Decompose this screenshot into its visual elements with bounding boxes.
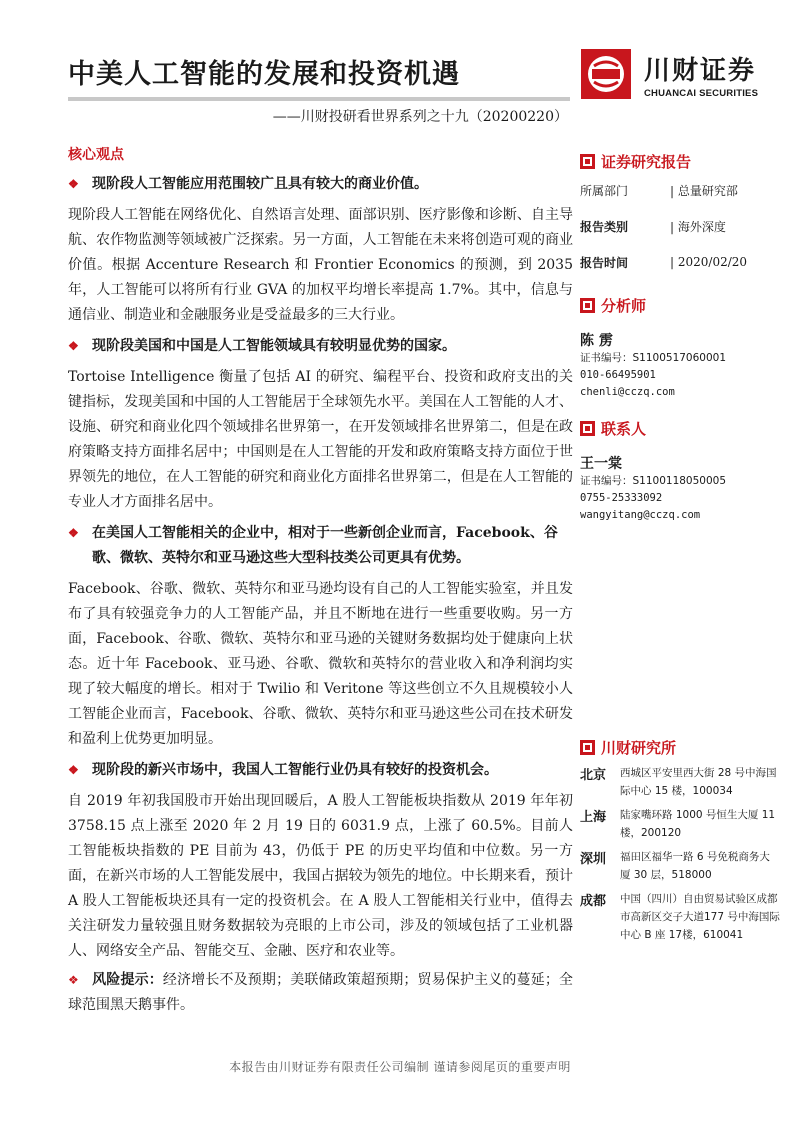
- address-item: [580, 890, 780, 944]
- point-body: Facebook、谷歌、微软、英特尔和亚马逊均设有自己的人工智能实验室，并且发布了具有较强竞争力的人工智能产品，并且不断地在进行一些重要收购。另一方面，Facebook、谷歌、微软、英特尔和亚马逊的关键财务数据均处于健康向上状态。近十年 Facebook、亚马逊、谷歌、微软和英特尔的营业收入和净利润均实现了较大幅度的增长。相对于 Twilio 和 Veritone 等这些创立不久且规模较小人工智能企业而言，Facebook、谷歌、微软、英特尔和亚马逊这些公司在技术研发和盈利上优势更加明显。: [68, 581, 573, 747]
- core-views: [68, 144, 573, 1022]
- address-text: 福田区福华一路 6 号免税商务大厦 30 层，518000: [620, 851, 770, 881]
- point-heading-text: 现阶段的新兴市场中，我国人工智能行业仍具有较好的投资机会。: [92, 762, 498, 778]
- address-city: 上海: [580, 810, 607, 825]
- info-row: [580, 244, 780, 280]
- address-text: 陆家嘴环路 1000 号恒生大厦 11 楼，200120: [620, 809, 776, 839]
- contact-email[interactable]: wangyitang@cczq.com: [580, 509, 701, 521]
- address-item: [580, 764, 780, 800]
- info-value: | 总量研究部: [670, 183, 738, 198]
- contact-phone: 0755-25333092: [580, 492, 663, 504]
- point-heading-text: 现阶段人工智能应用范围较广且具有较大的商业价值。: [92, 176, 428, 192]
- section-square-icon: [580, 740, 595, 755]
- info-key: 报告类别: [580, 219, 629, 234]
- info-value: | 2020/02/20: [670, 255, 748, 269]
- institute-heading: [580, 736, 780, 758]
- address-city: 深圳: [580, 852, 607, 867]
- info-row: [580, 172, 780, 208]
- logo-text-en: CHUANCAI SECURITIES: [644, 88, 759, 99]
- sidebar: [580, 150, 780, 944]
- institute-heading-text: 川财研究所: [601, 738, 677, 757]
- address-city: 成都: [580, 894, 607, 909]
- info-row: [580, 208, 780, 244]
- address-item: [580, 806, 780, 842]
- section-square-icon: [580, 421, 595, 436]
- point-body: 自 2019 年初我国股市开始出现回暖后，A 股人工智能板块指数从 2019 年年初3758.15 点上涨至 2020 年 2 月 19 日的 6031.9 点，上涨了 60.5%。目前人工智能板块指数的 PE 目前为 43，仍低于 PE 的历史平均值和中位数。另一方面，在新兴市场的人工智能发展中，我国占据较为领先的地位。中长期来看，预计A 股人工智能板块还具有一定的投资机会。在 A 股人工智能相关行业中，值得去关注研发力量较强且财务数据较为亮眼的上市公司，涉及的领域包括了工业机器人、网络安全产品、智能交互、金融、医疗和农业等。: [68, 793, 573, 959]
- point-heading-text: 现阶段美国和中国是人工智能领域具有较明显优势的国家。: [92, 338, 456, 354]
- diamond-bullet-icon: ❖: [68, 526, 79, 540]
- contact-heading-text: 联系人: [601, 419, 647, 438]
- point-heading: [68, 758, 573, 783]
- risk-warning: [68, 968, 573, 1018]
- address-city: 北京: [580, 768, 607, 783]
- contact-name: 王一棠: [580, 456, 622, 472]
- diamond-bullet-icon: ❖: [68, 339, 79, 353]
- point-heading: [68, 521, 573, 571]
- analyst-cert: 证书编号：S1100517060001: [580, 352, 727, 364]
- report-info-heading: [580, 150, 780, 172]
- risk-text: 经济增长不及预期；美联储政策超预期；贸易保护主义的蔓延；全球范围黑天鹅事件。: [68, 972, 574, 1013]
- section-square-icon: [580, 298, 595, 313]
- contact-heading: [580, 417, 780, 439]
- info-key: 报告时间: [580, 255, 629, 270]
- analyst-name: 陈 雳: [580, 333, 613, 349]
- core-views-label: 核心观点: [68, 147, 124, 163]
- diamond-bullet-icon: ❖: [68, 763, 79, 777]
- contact-cert: 证书编号：S1100118050005: [580, 475, 727, 487]
- analyst-phone: 010-66495901: [580, 369, 656, 381]
- diamond-bullet-icon: ❖: [68, 177, 79, 191]
- point-heading: [68, 334, 573, 359]
- analyst-heading: [580, 294, 780, 316]
- logo-text-cn: 川财证券: [644, 56, 757, 86]
- point-heading: [68, 172, 573, 197]
- report-title: 中美人工智能的发展和投资机遇: [68, 59, 460, 90]
- risk-label: 风险提示：: [92, 972, 163, 988]
- logo-mark-icon: [580, 48, 632, 100]
- report-info-heading-text: 证券研究报告: [601, 152, 692, 171]
- page-footer: 本报告由川财证券有限责任公司编制 谨请参阅尾页的重要声明: [229, 1060, 571, 1074]
- info-value: | 海外深度: [670, 219, 726, 234]
- analyst-heading-text: 分析师: [601, 296, 647, 315]
- company-logo: [580, 42, 770, 102]
- point-body: Tortoise Intelligence 衡量了包括 AI 的研究、编程平台、投资和政府支出的关键指标，发现美国和中国的人工智能居于全球领先水平。美国在人工智能的人才、设施、研究和商业化四个领域排名世界第一，在开发领域排名世界第二，但是在政府策略支持方面排名居中；中国则是在人工智能的开发和政府策略支持方面位于世界领先的地位，在人工智能的研究和商业化方面排名世界第二，但是在人工智能的专业人才方面排名居中。: [68, 369, 573, 510]
- address-text: 西城区平安里西大街 28 号中海国际中心 15 楼，100034: [620, 767, 777, 797]
- section-square-icon: [580, 154, 595, 169]
- analyst-email[interactable]: chenli@cczq.com: [580, 386, 675, 398]
- address-item: [580, 848, 780, 884]
- info-key: 所属部门: [580, 183, 629, 198]
- point-body: 现阶段人工智能在网络优化、自然语言处理、面部识别、医疗影像和诊断、自主导航、农作物监测等领域被广泛探索。另一方面，人工智能在未来将创造可观的商业价值。根据 Accenture Research 和 Frontier Economics 的预测，到 2035年，人工智能可以将所有行业 GVA 的加权平均增长率提高 1.7%。其中，信息与通信业、制造业和金融服务业是受益最多的三大行业。: [68, 207, 573, 323]
- address-text: 中国（四川）自由贸易试验区成都市高新区交子大道177 号中海国际中心 B 座 17楼，610041: [620, 893, 780, 941]
- report-subtitle: ——川财投研看世界系列之十九（20200220）: [272, 109, 568, 125]
- diamond-bullet-icon: ❖: [68, 973, 79, 987]
- title-divider: [68, 97, 570, 101]
- point-heading-text: 在美国人工智能相关的企业中，相对于一些新创企业而言，Facebook、谷歌、微软、英特尔和亚马逊这些大型科技类公司更具有优势。: [92, 525, 558, 566]
